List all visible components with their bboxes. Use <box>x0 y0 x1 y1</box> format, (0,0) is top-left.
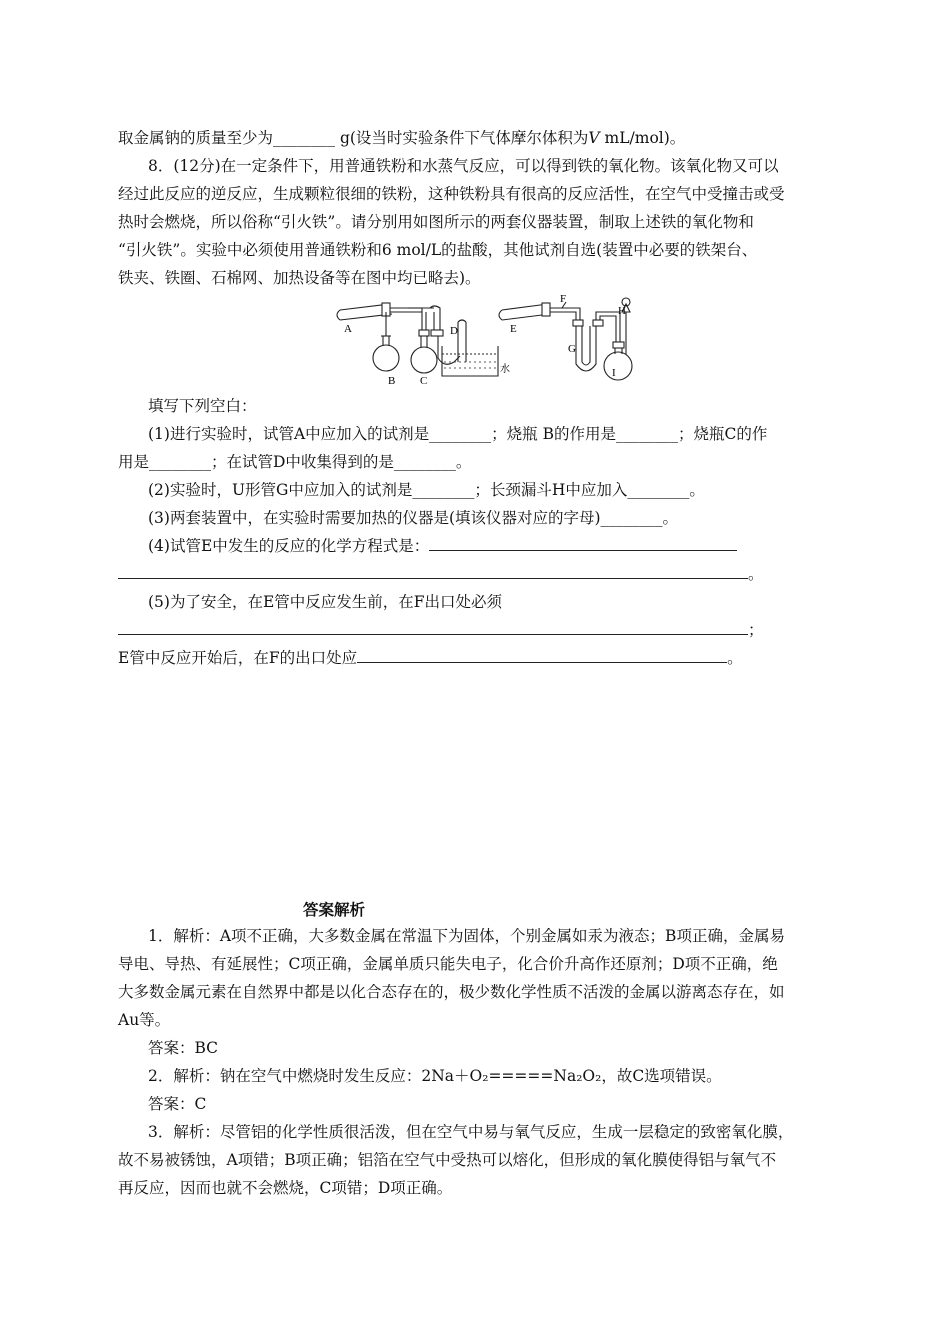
q8-part4 <box>148 536 868 556</box>
answer3-line: 故不易被锈蚀，A项错；B项正确；铝箔在空气中受热可以熔化，但形成的氧化膜使得铝与氧气不 <box>118 1151 777 1169</box>
answer1-line: Au等。 <box>118 1011 171 1029</box>
answer-blank <box>118 564 748 579</box>
q8-part4-text: (4)试管E中发生的反应的化学方程式是： <box>148 537 430 555</box>
q8-stem-line: 经过此反应的逆反应，生成颗粒很细的铁粉，这种铁粉具有很高的反应活性，在空气中受撞击或受 <box>118 185 785 203</box>
answer3-line: 再反应，因而也就不会燃烧，C项错；D项正确。 <box>118 1179 453 1197</box>
q8-part1b: 用是________；在试管D中收集得到的是________。 <box>118 453 472 471</box>
label-H: H <box>618 305 626 317</box>
answers-title: 答案解析 <box>303 901 366 919</box>
q7-blank: ________ <box>273 129 336 147</box>
label-I: I <box>612 367 616 379</box>
answer3-line: 3．解析：尽管铝的化学性质很活泼，但在空气中易与氧气反应，生成一层稳定的致密氧化膜， <box>148 1123 794 1141</box>
q8-part5b-text: E管中反应开始后，在F的出口处应 <box>118 649 358 667</box>
q8-stem-line: 8．(12分)在一定条件下，用普通铁粉和水蒸气反应，可以得到铁的氧化物。该氧化物又可以 <box>148 157 779 175</box>
q8-part3: (3)两套装置中，在实验时需要加热的仪器是(填该仪器对应的字母)________。 <box>148 509 679 527</box>
answer-blank <box>118 620 748 635</box>
answer1-line: 导电、导热、有延展性；C项正确，金属单质只能失电子，化合价升高作还原剂；D项不正确，绝 <box>118 955 778 973</box>
q8-prompt: 填写下列空白： <box>148 397 257 415</box>
apparatus-diagram <box>330 292 660 392</box>
label-water: 水 <box>500 364 510 375</box>
answer-blank <box>357 648 727 663</box>
label-E: E <box>510 323 517 335</box>
q8-stem-line: “引火铁”。实验中必须使用普通铁粉和6 mol/L的盐酸，其他试剂自选(装置中必要的铁架台、 <box>118 241 758 259</box>
answer2-line: 2．解析：钠在空气中燃烧时发生反应：2Na＋O₂=====Na₂O₂，故C选项错误。 <box>148 1067 722 1085</box>
q8-part4-line2 <box>118 564 838 584</box>
q7-text-3: mL/mol)。 <box>599 129 686 147</box>
answer2-result: 答案：C <box>148 1095 207 1113</box>
label-F: F <box>560 293 567 305</box>
q7-var: V <box>588 129 600 147</box>
answer1-result: 答案：BC <box>148 1039 219 1057</box>
q8-stem-line: 热时会燃烧，所以俗称“引火铁”。请分别用如图所示的两套仪器装置，制取上述铁的氧化物和 <box>118 213 754 231</box>
answer1-line: 1．解析：A项不正确，大多数金属在常温下为固体，个别金属如汞为液态；B项正确，金属易 <box>148 927 785 945</box>
answer-blank <box>429 536 737 551</box>
label-G: G <box>568 343 576 355</box>
punct: 。 <box>727 649 743 667</box>
q7-text: 取金属钠的质量至少为 <box>118 129 274 147</box>
q8-part5-line2 <box>118 620 838 640</box>
punct: 。 <box>748 565 764 583</box>
q8-part5: (5)为了安全，在E管中反应发生前，在F出口处必须 <box>148 593 503 611</box>
q8-part1a: (1)进行实验时，试管A中应加入的试剂是________；烧瓶 B的作用是________；烧瓶C的作 <box>148 425 768 443</box>
q8-part2: (2)实验时，U形管G中应加入的试剂是________；长颈漏斗H中应加入________。 <box>148 481 705 499</box>
label-A: A <box>344 323 352 335</box>
label-C: C <box>420 375 428 387</box>
label-B: B <box>388 375 396 387</box>
answer1-line: 大多数金属元素在自然界中都是以化合态存在的，极少数化学性质不活泼的金属以游离态存在，如 <box>118 983 785 1001</box>
q7-text-2: g(设当时实验条件下气体摩尔体积为 <box>335 129 589 147</box>
q8-part5b <box>118 648 838 668</box>
label-D: D <box>450 325 458 337</box>
q8-stem-line: 铁夹、铁圈、石棉网、加热设备等在图中均已略去)。 <box>118 269 481 287</box>
punct: ； <box>748 621 764 639</box>
q7-tail-line <box>118 128 838 148</box>
